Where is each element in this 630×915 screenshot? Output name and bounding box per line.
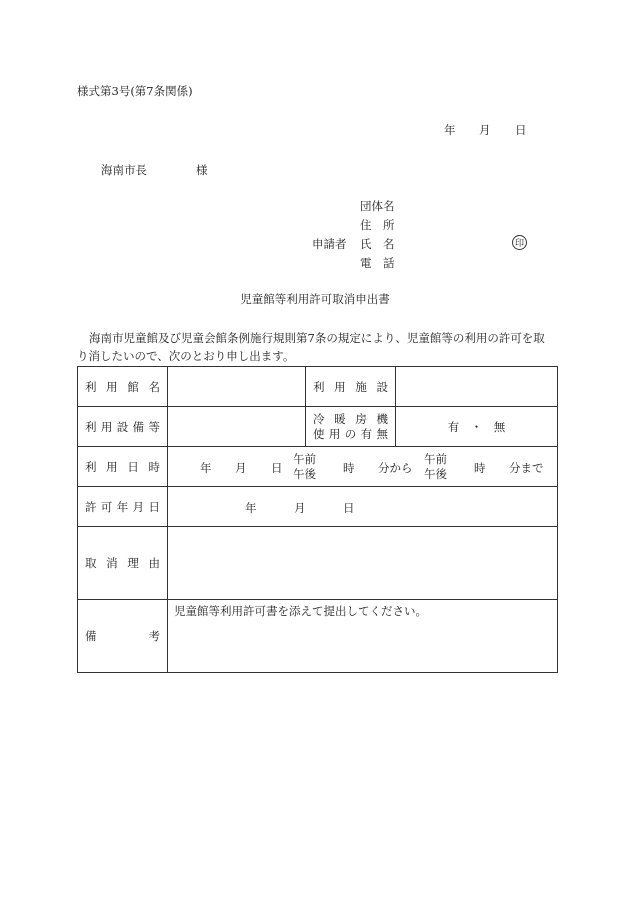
cancel-reason-label: 取 消 理 由 bbox=[85, 556, 160, 570]
addressee-name: 海南市長 bbox=[101, 163, 147, 177]
end-ampm bbox=[424, 452, 447, 482]
end-pm: 午後 bbox=[424, 467, 447, 481]
usage-datetime-label: 利 用 日 時 bbox=[85, 459, 160, 474]
start-ampm bbox=[293, 452, 316, 482]
application-table bbox=[77, 366, 558, 673]
remarks-label: 備 考 bbox=[85, 629, 160, 643]
table-row bbox=[78, 407, 558, 447]
remarks-value: 児童館等利用許可書を添えて提出してください。 bbox=[168, 600, 558, 673]
permit-date-label: 許 可 年 月 日 bbox=[85, 499, 160, 514]
permit-date-value[interactable] bbox=[168, 487, 558, 527]
addressee-honorific: 様 bbox=[196, 163, 208, 177]
end-am: 午前 bbox=[424, 452, 447, 466]
end-hour: 時 bbox=[474, 461, 486, 475]
table-row bbox=[78, 487, 558, 527]
remarks-label-cell bbox=[78, 600, 168, 673]
pd-day: 日 bbox=[343, 501, 355, 515]
dt-year: 年 bbox=[200, 461, 212, 475]
table-row bbox=[78, 447, 558, 487]
usage-datetime-label-cell bbox=[78, 447, 168, 487]
start-am: 午前 bbox=[293, 452, 316, 466]
cancel-reason-label-cell bbox=[78, 527, 168, 600]
seal-mark: 印 bbox=[512, 235, 527, 250]
group-name-label: 団体名 bbox=[360, 199, 395, 213]
name-label: 氏 名 bbox=[360, 237, 395, 251]
facility-use-label: 利 用 施 設 bbox=[313, 379, 388, 394]
document-title: 児童館等利用許可取消申出書 bbox=[240, 292, 390, 306]
start-hour: 時 bbox=[343, 461, 355, 475]
table-row bbox=[78, 367, 558, 407]
table-row bbox=[78, 527, 558, 600]
end-minute-until: 分まで bbox=[509, 461, 544, 475]
applicant-label: 申請者 bbox=[312, 237, 347, 251]
aircon-choice[interactable]: 有 ・ 無 bbox=[396, 407, 558, 447]
facility-name-label: 利 用 館 名 bbox=[85, 379, 160, 394]
equipment-label-cell bbox=[78, 407, 168, 447]
date-month-label: 月 bbox=[479, 123, 491, 137]
start-minute-from: 分から bbox=[378, 461, 413, 475]
facility-use-label-cell bbox=[306, 367, 396, 407]
pd-month: 月 bbox=[294, 501, 306, 515]
date-year-label: 年 bbox=[444, 123, 456, 137]
address-label: 住 所 bbox=[360, 218, 395, 232]
dt-day: 日 bbox=[271, 461, 283, 475]
body-text-line-1: 海南市児童館及び児童会館条例施行規則第7条の規定により、児童館等の利用の許可を取 bbox=[89, 331, 545, 345]
usage-datetime-value[interactable] bbox=[168, 447, 558, 487]
aircon-label-line-1: 冷 暖 房 機 bbox=[313, 411, 388, 426]
equipment-label: 利 用 設 備 等 bbox=[85, 419, 160, 434]
pd-year: 年 bbox=[245, 501, 257, 515]
cancel-reason-value[interactable] bbox=[168, 527, 558, 600]
facility-use-value[interactable] bbox=[396, 367, 558, 407]
equipment-value[interactable] bbox=[168, 407, 306, 447]
phone-label: 電 話 bbox=[360, 256, 395, 270]
facility-name-value[interactable] bbox=[168, 367, 306, 407]
facility-name-label-cell bbox=[78, 367, 168, 407]
permit-date-label-cell bbox=[78, 487, 168, 527]
aircon-label-line-2: 使 用 の 有 無 bbox=[313, 426, 388, 441]
aircon-label-cell bbox=[306, 407, 396, 447]
form-number: 様式第3号(第7条関係) bbox=[77, 84, 193, 98]
dt-month: 月 bbox=[235, 461, 247, 475]
body-text-line-2: り消したいので、次のとおり申し出ます。 bbox=[77, 349, 295, 363]
start-pm: 午後 bbox=[293, 467, 316, 481]
table-row bbox=[78, 600, 558, 673]
date-day-label: 日 bbox=[515, 123, 527, 137]
